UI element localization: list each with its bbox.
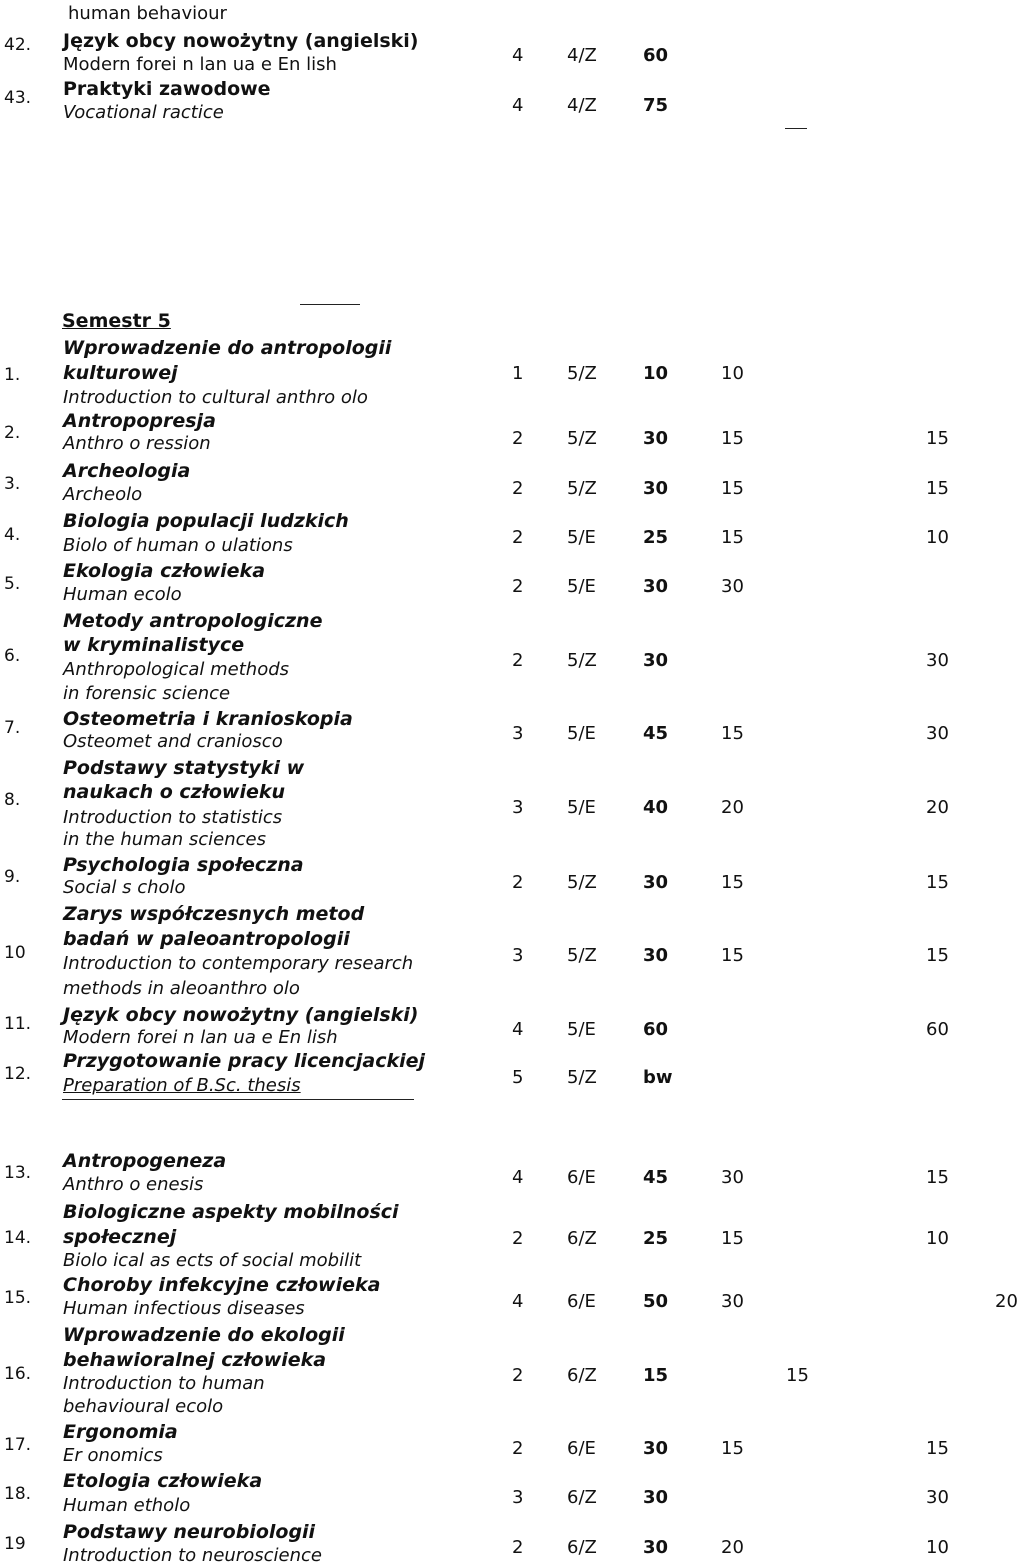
hours-c1: 30 [721, 1167, 744, 1188]
course-name-en: Introduction to contemporary research [63, 953, 414, 974]
hours-c1: 30 [721, 1291, 744, 1312]
total-hours: bw [643, 1067, 673, 1088]
semester-term: 5/Z [567, 650, 597, 671]
ects-points: 2 [512, 650, 524, 671]
course-name-pl: Przygotowanie pracy licencjackiej [63, 1050, 426, 1072]
ects-points: 4 [512, 1167, 524, 1188]
row-number: 8. [4, 790, 21, 810]
ects-points: 2 [512, 1365, 524, 1386]
total-hours: 30 [643, 1537, 669, 1558]
semester-term: 6/Z [567, 1537, 597, 1558]
hours-c3: 30 [926, 650, 949, 671]
semester-term: 5/Z [567, 872, 597, 893]
course-name-en: Social s cholo [63, 877, 186, 898]
total-hours: 50 [643, 1291, 669, 1312]
course-name-pl: Ergonomia [63, 1421, 178, 1443]
ects-points: 3 [512, 797, 524, 818]
total-hours: 30 [643, 872, 669, 893]
semester-term: 5/Z [567, 363, 597, 384]
semester-term: 5/Z [567, 1067, 597, 1088]
course-name-en: Modern forei n lan ua e En lish [63, 54, 337, 75]
row-number: 9. [4, 867, 21, 887]
total-hours: 30 [643, 478, 669, 499]
hours-c1: 15 [721, 478, 744, 499]
hours-c3: 60 [926, 1019, 949, 1040]
course-name-en: Introduction to human [63, 1373, 265, 1394]
semester-term: 4/Z [567, 95, 597, 116]
ects-points: 2 [512, 1438, 524, 1459]
course-name-pl: Biologiczne aspekty mobilności [63, 1201, 399, 1223]
ects-points: 3 [512, 945, 524, 966]
course-name-pl: Podstawy statystyki w [63, 757, 305, 779]
hours-c3: 10 [926, 527, 949, 548]
semester-term: 5/E [567, 797, 596, 818]
total-hours: 45 [643, 723, 669, 744]
total-hours: 25 [643, 527, 669, 548]
semester-term: 6/Z [567, 1228, 597, 1249]
hours-c1: 15 [721, 1228, 744, 1249]
ects-points: 2 [512, 527, 524, 548]
course-name-pl: Metody antropologiczne [63, 610, 323, 632]
rule-end-semester-5 [62, 1099, 414, 1100]
ects-points: 4 [512, 1019, 524, 1040]
hours-c1: 15 [721, 723, 744, 744]
semester-term: 5/Z [567, 478, 597, 499]
course-name-pl: Język obcy nowożytny (angielski) [63, 30, 419, 52]
course-name-pl: Wprowadzenie do ekologii [63, 1324, 345, 1346]
total-hours: 45 [643, 1167, 669, 1188]
total-hours: 30 [643, 1487, 669, 1508]
hours-c3: 15 [926, 1438, 949, 1459]
row-number: 10 [4, 943, 26, 963]
total-hours: 30 [643, 428, 669, 449]
hours-c1: 15 [721, 945, 744, 966]
course-name-en: Anthro o ression [63, 433, 211, 454]
row-number: 18. [4, 1484, 32, 1504]
row-number: 15. [4, 1288, 32, 1308]
course-name-pl: Podstawy neurobiologii [63, 1521, 316, 1543]
course-name-en: Er onomics [63, 1445, 163, 1466]
semester-term: 5/E [567, 576, 596, 597]
semester-term: 6/E [567, 1291, 596, 1312]
ects-points: 1 [512, 363, 524, 384]
hours-c3: 15 [926, 1167, 949, 1188]
ects-points: 2 [512, 428, 524, 449]
total-hours: 15 [643, 1365, 669, 1386]
course-name-en: Osteomet and craniosco [63, 731, 283, 752]
course-name-pl: badań w paleoantropologii [63, 928, 350, 950]
course-name-en: in forensic science [63, 683, 231, 704]
course-name-pl: Etologia człowieka [63, 1470, 263, 1492]
hours-c1: 10 [721, 363, 744, 384]
row-number: 42. [4, 35, 32, 55]
total-hours: 25 [643, 1228, 669, 1249]
row-number: 17. [4, 1435, 32, 1455]
course-name-pl: Osteometria i kranioskopia [63, 708, 353, 730]
row-number: 5. [4, 574, 21, 594]
ects-points: 2 [512, 872, 524, 893]
hours-c3: 15 [926, 872, 949, 893]
rule-short-top [785, 128, 807, 129]
hours-c1: 30 [721, 576, 744, 597]
rule-semester-5 [300, 304, 360, 305]
course-name-pl: behawioralnej człowieka [63, 1349, 327, 1371]
course-name-pl: Psychologia społeczna [63, 854, 304, 876]
course-name-pl: Choroby infekcyjne człowieka [63, 1274, 381, 1296]
course-name-en: behavioural ecolo [63, 1396, 224, 1417]
course-name-en: Human infectious diseases [63, 1298, 305, 1319]
hours-c3: 30 [926, 723, 949, 744]
hours-c3: 30 [926, 1487, 949, 1508]
ects-points: 2 [512, 478, 524, 499]
total-hours: 40 [643, 797, 669, 818]
total-hours: 60 [643, 1019, 669, 1040]
course-name-en: Introduction to cultural anthro olo [63, 387, 368, 408]
semester-term: 6/Z [567, 1487, 597, 1508]
course-name-en: Vocational ractice [63, 102, 224, 123]
course-name-pl: Antropopresja [63, 410, 216, 432]
course-name-pl: naukach o człowieku [63, 781, 286, 803]
course-name-en: Biolo of human o ulations [63, 535, 293, 556]
row-number: 19 [4, 1534, 26, 1554]
row-number: 12. [4, 1064, 32, 1084]
row-number: 6. [4, 646, 21, 666]
course-name-en: Human etholo [63, 1495, 191, 1516]
ects-points: 5 [512, 1067, 524, 1088]
total-hours: 30 [643, 945, 669, 966]
course-name-en: Anthropological methods [63, 659, 290, 680]
course-name-pl: Antropogeneza [63, 1150, 227, 1172]
semester-term: 6/E [567, 1167, 596, 1188]
semester-term: 5/Z [567, 428, 597, 449]
total-hours: 75 [643, 95, 669, 116]
course-name-en: in the human sciences [63, 829, 267, 850]
course-name-en: Anthro o enesis [63, 1174, 204, 1195]
hours-c1: 15 [721, 527, 744, 548]
course-name-pl: Biologia populacji ludzkich [63, 510, 349, 532]
ects-points: 2 [512, 576, 524, 597]
total-hours: 10 [643, 363, 669, 384]
course-name-pl: Język obcy nowożytny (angielski) [63, 1004, 419, 1026]
row-number: 11. [4, 1014, 32, 1034]
semester-5-heading: Semestr 5 [62, 310, 171, 332]
course-name-pl: Praktyki zawodowe [63, 78, 271, 100]
semester-term: 6/Z [567, 1365, 597, 1386]
course-name-en: Modern forei n lan ua e En lish [63, 1027, 338, 1048]
ects-points: 4 [512, 95, 524, 116]
hours-c3: 20 [926, 797, 949, 818]
course-name-en: Introduction to neuroscience [63, 1545, 322, 1566]
row-number: 16. [4, 1364, 32, 1384]
semester-term: 5/E [567, 1019, 596, 1040]
row-number: 4. [4, 525, 21, 545]
row-number: 43. [4, 88, 32, 108]
hours-c2: 15 [786, 1365, 809, 1386]
hours-c1: 20 [721, 1537, 744, 1558]
hours-c4: 20 [995, 1291, 1018, 1312]
total-hours: 30 [643, 576, 669, 597]
semester-term: 5/E [567, 723, 596, 744]
hours-c3: 10 [926, 1537, 949, 1558]
ects-points: 3 [512, 723, 524, 744]
row-number: 3. [4, 474, 21, 494]
ects-points: 4 [512, 1291, 524, 1312]
hours-c3: 15 [926, 428, 949, 449]
hours-c1: 15 [721, 1438, 744, 1459]
course-name-pl: w kryminalistyce [63, 634, 245, 656]
semester-term: 5/E [567, 527, 596, 548]
semester-term: 4/Z [567, 45, 597, 66]
row-number: 14. [4, 1228, 32, 1248]
ects-points: 2 [512, 1228, 524, 1249]
row-number: 1. [4, 365, 21, 385]
course-name-pl: kulturowej [63, 362, 178, 384]
hours-c3: 15 [926, 478, 949, 499]
hours-c3: 15 [926, 945, 949, 966]
course-name-en: methods in aleoanthro olo [63, 978, 300, 999]
course-name-en: Introduction to statistics [63, 807, 283, 828]
row-number: 13. [4, 1163, 32, 1183]
course-name-en: Archeolo [63, 484, 143, 505]
total-hours: 60 [643, 45, 669, 66]
hours-c1: 15 [721, 428, 744, 449]
course-name-pl: Archeologia [63, 460, 191, 482]
ects-points: 3 [512, 1487, 524, 1508]
row-number: 2. [4, 423, 21, 443]
course-name-pl: Ekologia człowieka [63, 560, 266, 582]
ects-points: 4 [512, 45, 524, 66]
course-name-en: Human ecolo [63, 584, 182, 605]
course-name-en: Preparation of B.Sc. thesis [63, 1075, 301, 1096]
hours-c1: 15 [721, 872, 744, 893]
hours-c3: 10 [926, 1228, 949, 1249]
hours-c1: 20 [721, 797, 744, 818]
header-fragment: human behaviour [68, 3, 227, 24]
ects-points: 2 [512, 1537, 524, 1558]
course-name-pl: Wprowadzenie do antropologii [63, 337, 392, 359]
semester-term: 6/E [567, 1438, 596, 1459]
total-hours: 30 [643, 650, 669, 671]
row-number: 7. [4, 718, 21, 738]
course-name-en: Biolo ical as ects of social mobilit [63, 1250, 362, 1271]
course-name-pl: Zarys współczesnych metod [63, 903, 365, 925]
total-hours: 30 [643, 1438, 669, 1459]
semester-term: 5/Z [567, 945, 597, 966]
course-name-pl: społecznej [63, 1226, 177, 1248]
